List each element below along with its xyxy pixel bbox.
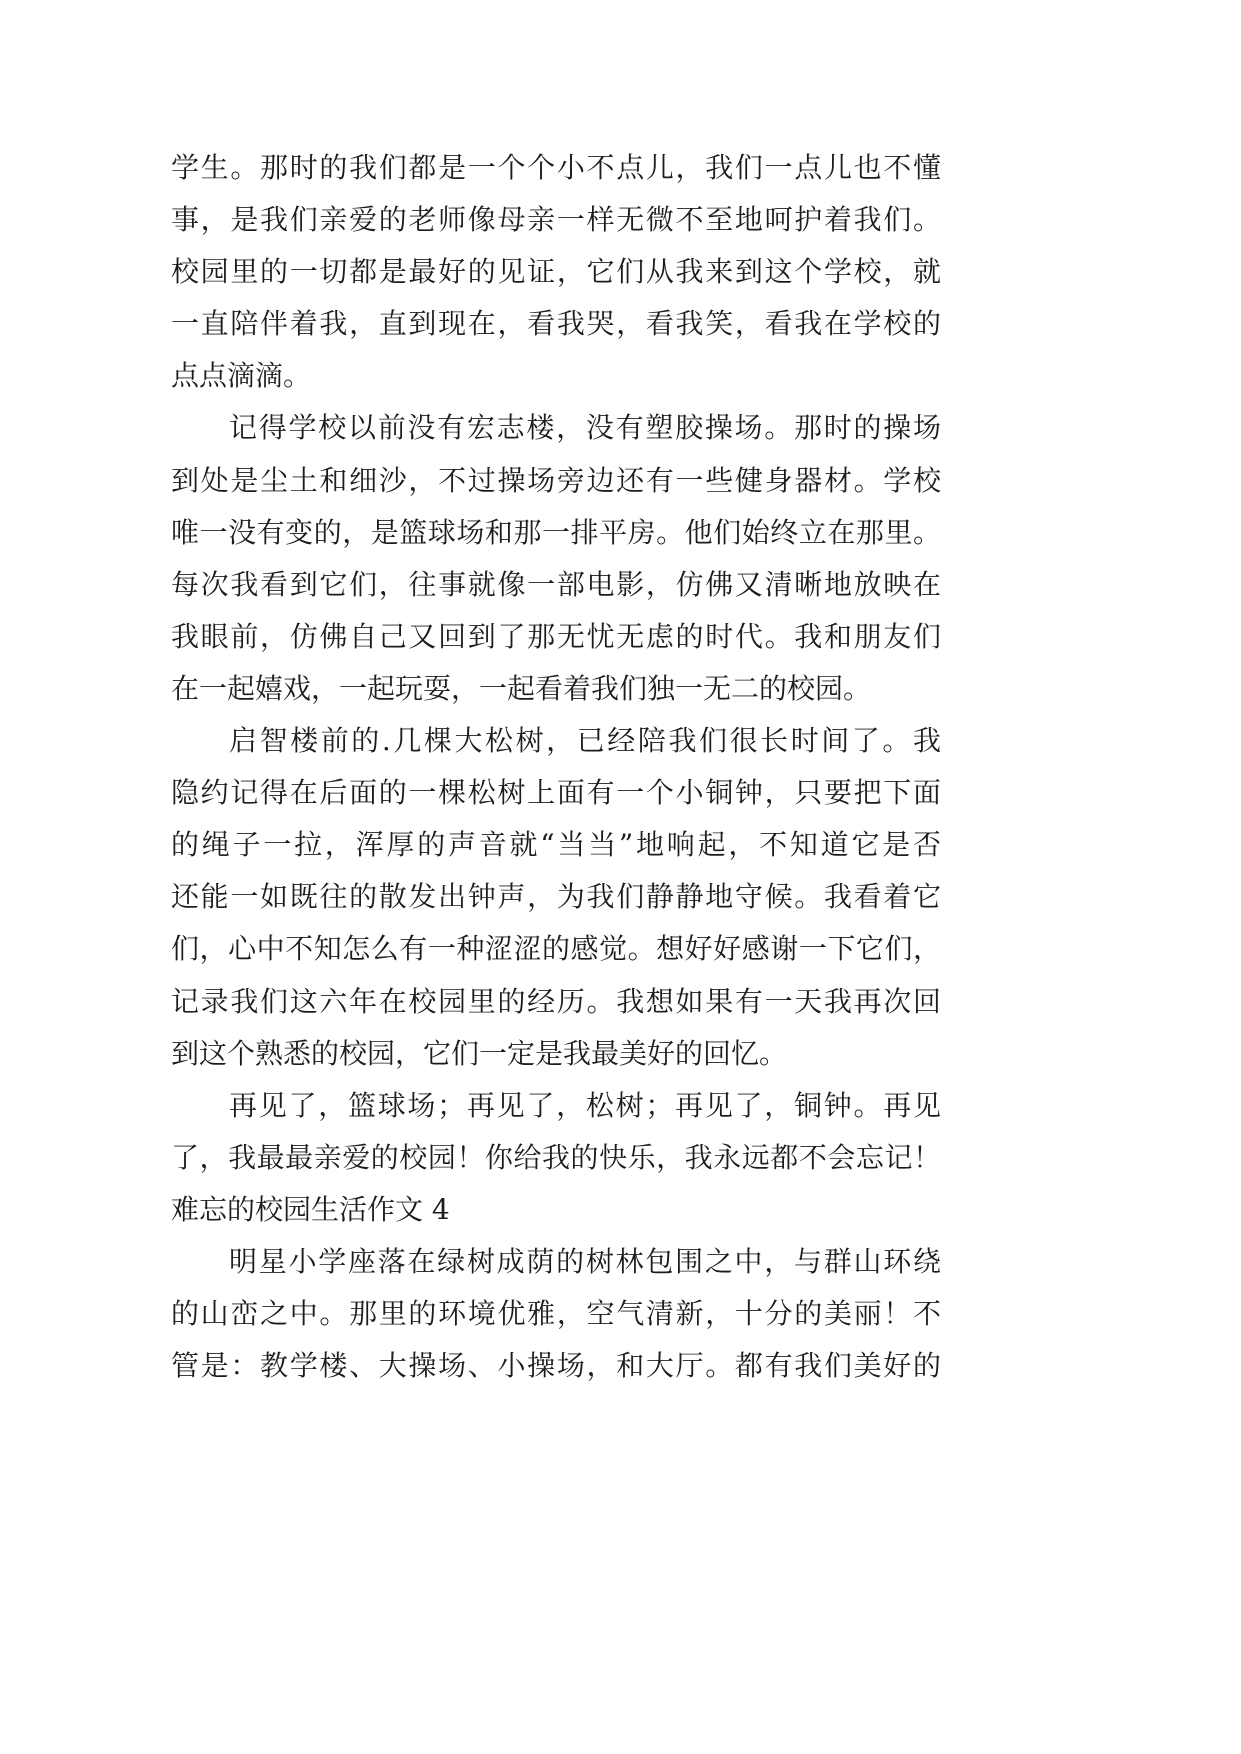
text-line: 点点滴滴。 bbox=[171, 359, 312, 393]
text-line: 隐约记得在后面的一棵松树上面有一个小铜钟，只要把下面 bbox=[171, 776, 941, 810]
text-line: 每次我看到它们，往事就像一部电影，仿佛又清晰地放映在 bbox=[171, 567, 941, 601]
paragraph bbox=[171, 402, 941, 715]
paragraph bbox=[171, 715, 941, 1080]
document-body bbox=[171, 142, 941, 1392]
paragraph bbox=[171, 1236, 941, 1392]
text-line: 明星小学座落在绿树成荫的树林包围之中，与群山环绕 bbox=[229, 1244, 941, 1278]
text-line: 的绳子一拉，浑厚的声音就“当当”地响起，不知道它是否 bbox=[171, 828, 941, 862]
text-line: 启智楼前的.几棵大松树，已经陪我们很长时间了。我 bbox=[229, 724, 941, 758]
text-line: 管是：教学楼、大操场、小操场，和大厅。都有我们美好的 bbox=[171, 1349, 941, 1383]
text-line: 到这个熟悉的校园，它们一定是我最美好的回忆。 bbox=[171, 1036, 788, 1070]
text-line: 一直陪伴着我，直到现在，看我哭，看我笑，看我在学校的 bbox=[171, 307, 941, 341]
text-line: 唯一没有变的，是篮球场和那一排平房。他们始终立在那里。 bbox=[171, 515, 941, 549]
text-line: 了，我最最亲爱的校园！你给我的快乐，我永远都不会忘记！ bbox=[171, 1140, 941, 1174]
text-line: 我眼前，仿佛自己又回到了那无忧无虑的时代。我和朋友们 bbox=[171, 619, 941, 653]
text-line: 的山峦之中。那里的环境优雅，空气清新，十分的美丽！不 bbox=[171, 1297, 941, 1331]
text-line: 还能一如既往的散发出钟声，为我们静静地守候。我看着它 bbox=[171, 880, 941, 914]
text-line: 事，是我们亲爱的老师像母亲一样无微不至地呵护着我们。 bbox=[171, 203, 941, 237]
section-heading: 难忘的校园生活作文 4 bbox=[171, 1192, 450, 1226]
paragraph bbox=[171, 142, 941, 402]
text-line: 记得学校以前没有宏志楼，没有塑胶操场。那时的操场 bbox=[229, 411, 941, 445]
text-line: 到处是尘土和细沙，不过操场旁边还有一些健身器材。学校 bbox=[171, 463, 941, 497]
text-line: 们，心中不知怎么有一种涩涩的感觉。想好好感谢一下它们， bbox=[171, 932, 941, 966]
text-line: 再见了，篮球场；再见了，松树；再见了，铜钟。再见 bbox=[229, 1088, 941, 1122]
text-line: 在一起嬉戏，一起玩耍，一起看着我们独一无二的校园。 bbox=[171, 671, 872, 705]
paragraph bbox=[171, 1080, 941, 1184]
text-line: 记录我们这六年在校园里的经历。我想如果有一天我再次回 bbox=[171, 984, 941, 1018]
text-line: 学生。那时的我们都是一个个小不点儿，我们一点儿也不懂 bbox=[171, 151, 941, 184]
text-line: 校园里的一切都是最好的见证，它们从我来到这个学校，就 bbox=[171, 255, 941, 289]
